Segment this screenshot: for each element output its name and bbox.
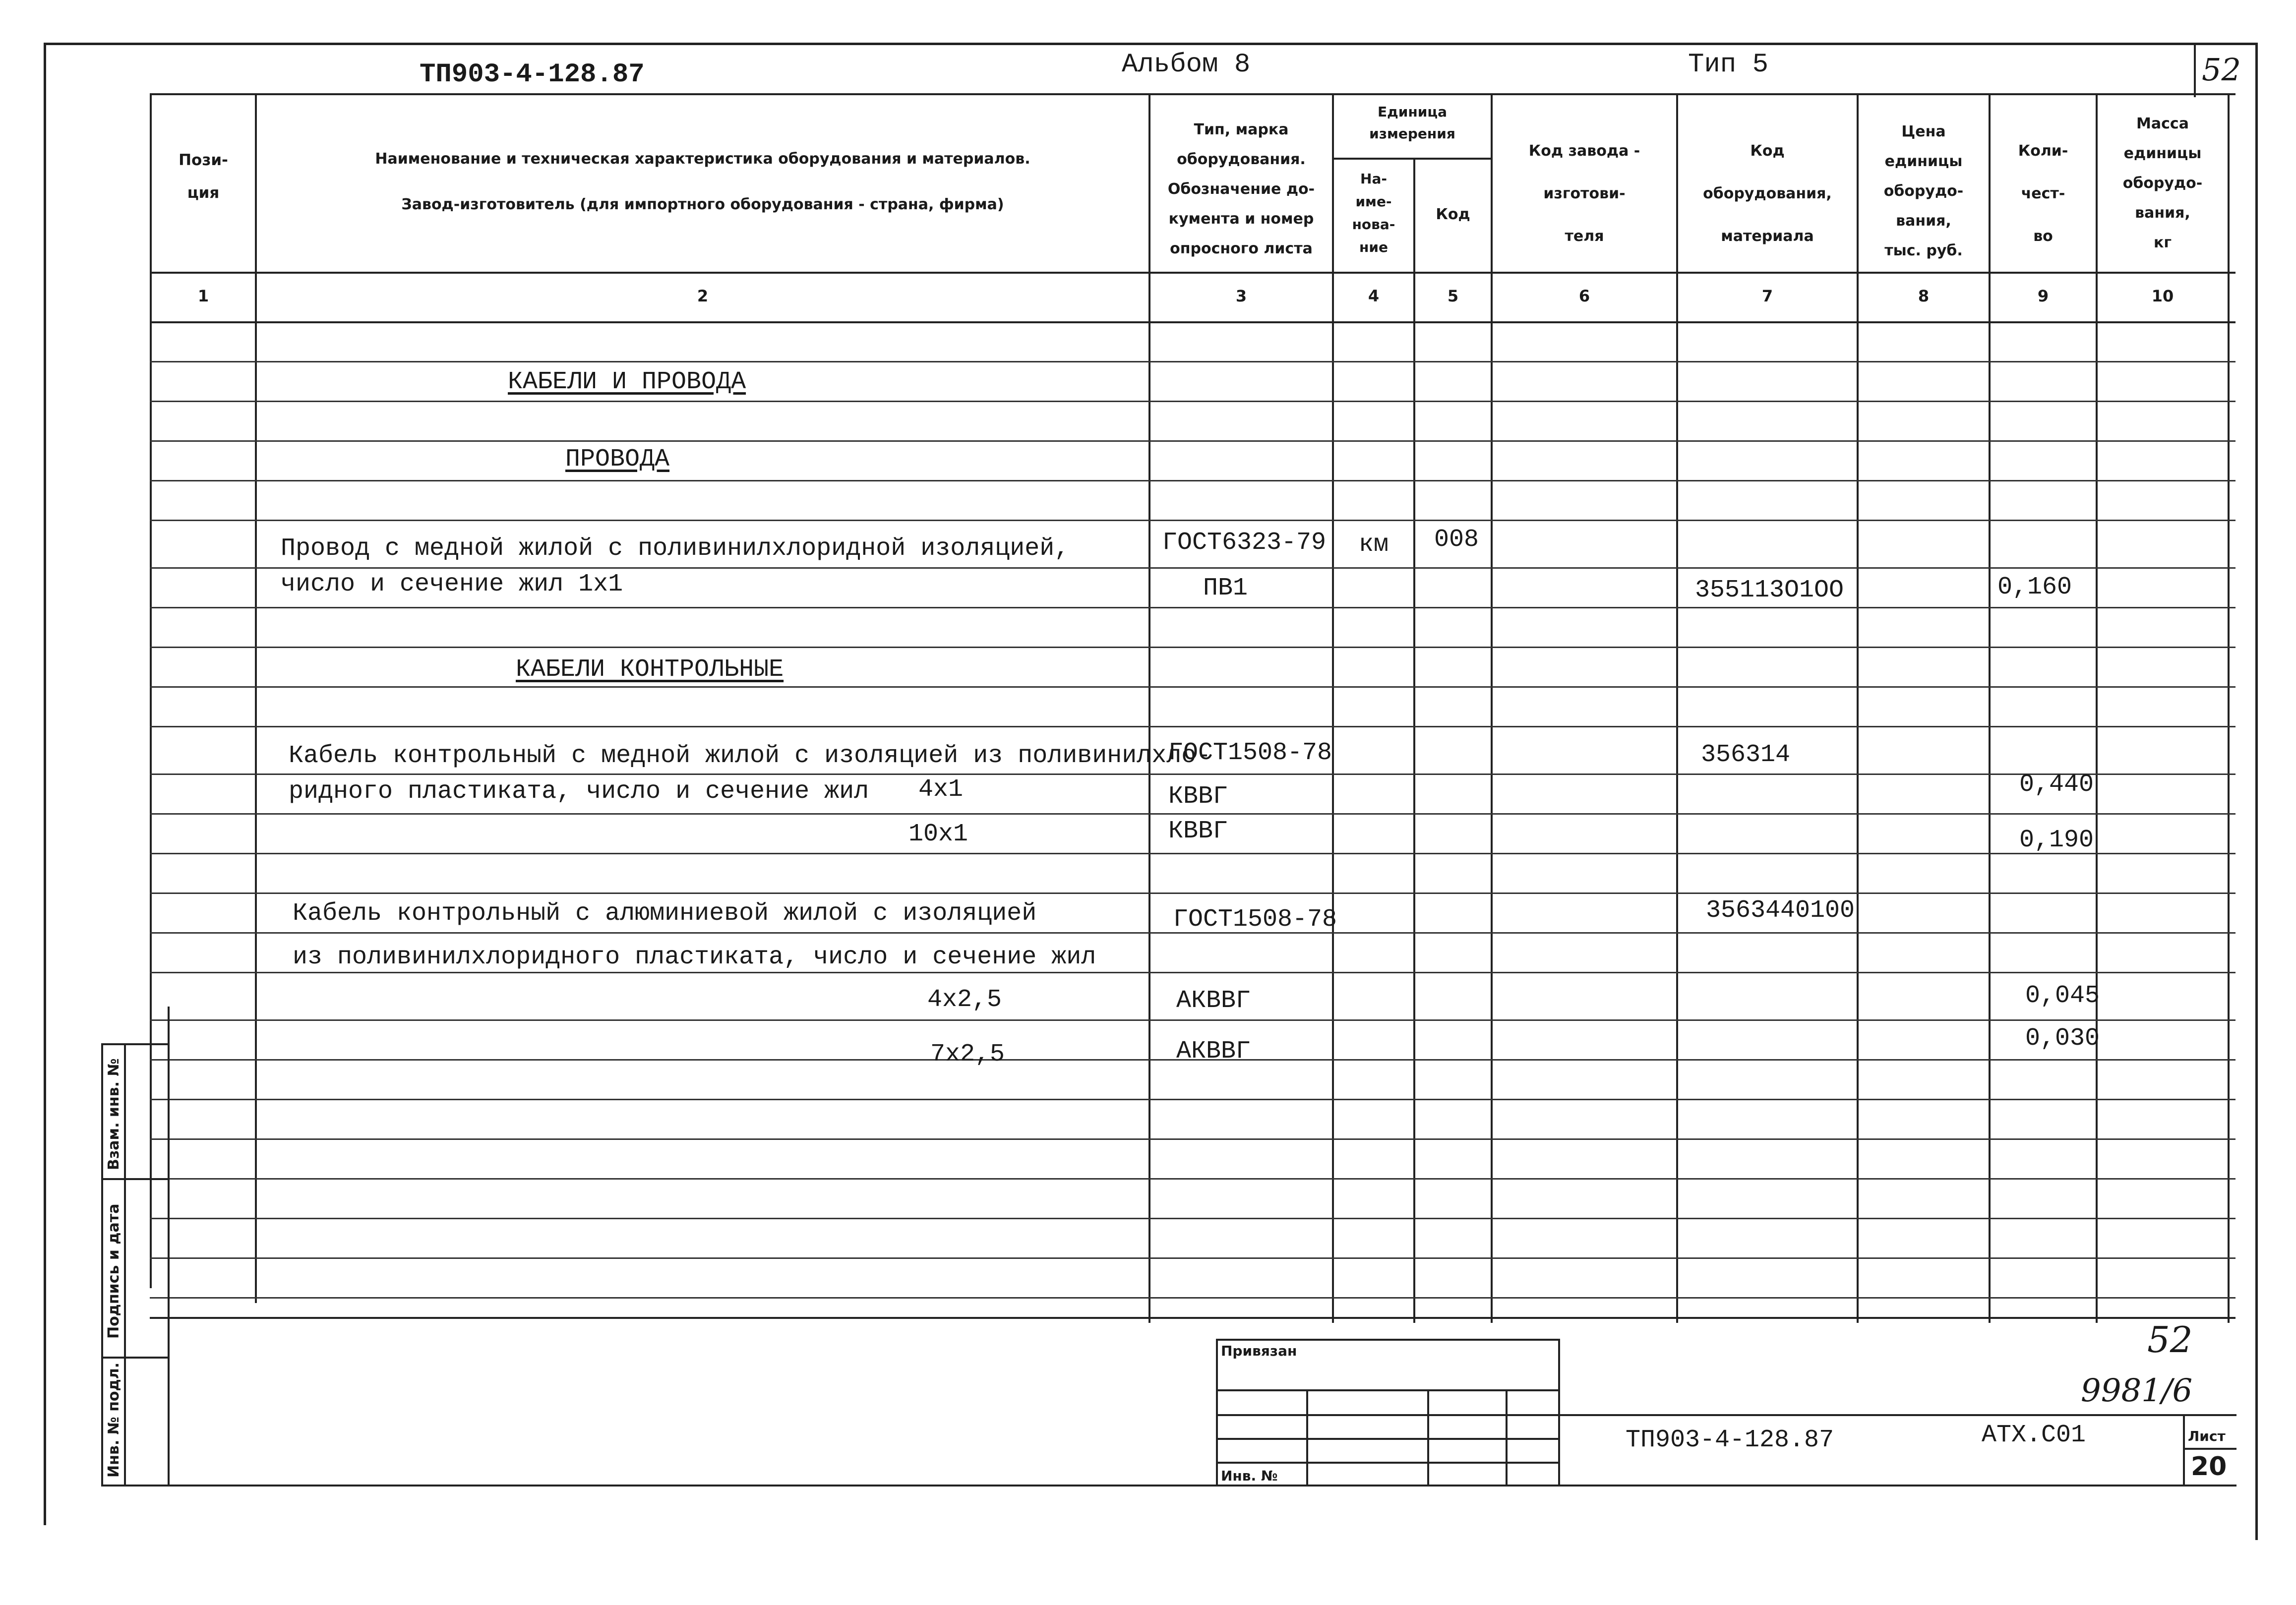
frame-right	[2255, 43, 2258, 1540]
col-4-title: На- име- нова- ние	[1352, 171, 1395, 255]
frame-top	[44, 43, 2255, 45]
colnum-1: 1	[197, 287, 209, 305]
title-list-number: 20	[2191, 1452, 2227, 1482]
colnum-8: 8	[1918, 287, 1930, 305]
colnum-2: 2	[697, 287, 709, 305]
frame-left	[44, 43, 46, 1525]
unit-group-divider	[1332, 158, 1491, 160]
cable2-code: 3563440100	[1706, 896, 1855, 925]
table-left-edge	[150, 93, 152, 1288]
cable1-mark-a: КВВГ	[1168, 782, 1228, 811]
section-cables-wires: КАБЕЛИ И ПРОВОДА	[508, 368, 746, 396]
cable1-size-b: 10х1	[908, 820, 968, 848]
header-doc-code: ТП903-4-128.87	[420, 59, 645, 90]
col-5-title: Код	[1436, 206, 1470, 223]
wire-mark: ПВ1	[1203, 574, 1248, 602]
title-doc-code: ТП903-4-128.87	[1626, 1426, 1834, 1454]
cable2-mark-a: АКВВГ	[1176, 987, 1251, 1015]
wire-gost: ГОСТ6323-79	[1162, 529, 1327, 557]
wire-qty: 0,160	[1997, 573, 2072, 601]
col-1-title: Пози- ция	[179, 151, 228, 202]
wire-code: 355113О1ОО	[1695, 576, 1844, 604]
table-colnum-bottom	[150, 321, 2236, 323]
table-top	[150, 93, 2236, 95]
colnum-5: 5	[1447, 287, 1459, 305]
col-10-title: Масса единицы оборудо- вания, кг	[2122, 115, 2203, 251]
colnum-10: 10	[2151, 287, 2174, 305]
cable2-mark-b: АКВВГ	[1176, 1037, 1251, 1066]
title-hand-page: 52	[2147, 1319, 2193, 1361]
wire-unit-code: 008	[1434, 526, 1479, 554]
col-6-title: Код завода - изготови- теля	[1528, 142, 1640, 245]
section-control-cables: КАБЕЛИ КОНТРОЛЬНЫЕ	[516, 655, 784, 684]
hdr-col-sep-1	[255, 93, 257, 1303]
cable1-size-a: 4х1	[918, 775, 964, 804]
unit-group-title: Единица измерения	[1369, 104, 1455, 142]
cable2-qty-a: 0,045	[2025, 982, 2100, 1010]
cable1-desc-line1: Кабель контрольный с медной жилой с изоляцией из поливинилхло-	[289, 742, 1211, 770]
side-vzam: Взам. инв. №	[105, 1058, 122, 1170]
col-8-title: Цена единицы оборудо- вания, тыс. руб.	[1883, 123, 1964, 259]
cable1-code: 356314	[1701, 741, 1791, 769]
cable1-desc-line2: ридного пластиката, число и сечение жил	[289, 777, 869, 806]
cable2-gost: ГОСТ1508-78	[1173, 905, 1337, 934]
col-3-title: Тип, марка оборудования. Обозначение до- кумента и номер опросного листа	[1167, 121, 1315, 257]
colnum-6: 6	[1578, 287, 1590, 305]
table-header-bottom	[150, 272, 2236, 274]
hdr-col-sep-4	[1413, 158, 1415, 1323]
header-type: Тип 5	[1688, 50, 1769, 80]
col-2-title: Наименование и техническая характеристика оборудования и материалов. Завод-изготовитель (для импортного оборудования - страна, фирма)	[375, 150, 1030, 213]
colnum-9: 9	[2037, 287, 2049, 305]
wire-desc-line1: Провод с медной жилой с поливинилхлоридной изоляцией,	[281, 535, 1070, 563]
cable1-mark-b: КВВГ	[1168, 817, 1228, 845]
wire-unit: км	[1359, 531, 1389, 559]
col-9-title: Коли- чест- во	[2018, 142, 2068, 245]
table-body-bottom	[150, 1317, 2236, 1319]
title-sheet-code: АТХ.С01	[1982, 1421, 2086, 1449]
title-privyazan: Привязан	[1221, 1343, 1297, 1359]
title-inv-no: Инв. №	[1221, 1468, 1278, 1484]
wire-desc-line2: число и сечение жил 1х1	[281, 570, 623, 598]
section-wires: ПРОВОДА	[565, 445, 670, 474]
cable2-qty-b: 0,030	[2025, 1024, 2100, 1053]
title-hand-ref: 9981/6	[2081, 1372, 2193, 1409]
cable2-desc-line2: из поливинилхлоридного пластиката, число и сечение жил	[293, 943, 1096, 971]
cable1-qty-a: 0,440	[2019, 771, 2094, 799]
cable2-size-a: 4х2,5	[927, 986, 1002, 1014]
cable1-qty-b: 0,190	[2019, 826, 2094, 854]
col-7-title: Код оборудования, материала	[1703, 142, 1832, 245]
title-list-label: Лист	[2188, 1428, 2226, 1444]
header-album: Альбом 8	[1122, 50, 1251, 80]
header-page-number: 52	[2202, 52, 2241, 88]
colnum-3: 3	[1235, 287, 1247, 305]
side-podpis: Подпись и дата	[105, 1203, 122, 1339]
cable2-desc-line1: Кабель контрольный с алюминиевой жилой с изоляцией	[293, 899, 1037, 928]
bottom-frame	[168, 1485, 2236, 1486]
colnum-7: 7	[1761, 287, 1773, 305]
page-num-divider	[2194, 44, 2196, 97]
colnum-4: 4	[1368, 287, 1380, 305]
cable1-gost: ГОСТ1508-78	[1168, 739, 1332, 767]
side-inv-podl: Инв. № подл.	[105, 1362, 122, 1478]
cable2-size-b: 7х2,5	[930, 1040, 1005, 1069]
